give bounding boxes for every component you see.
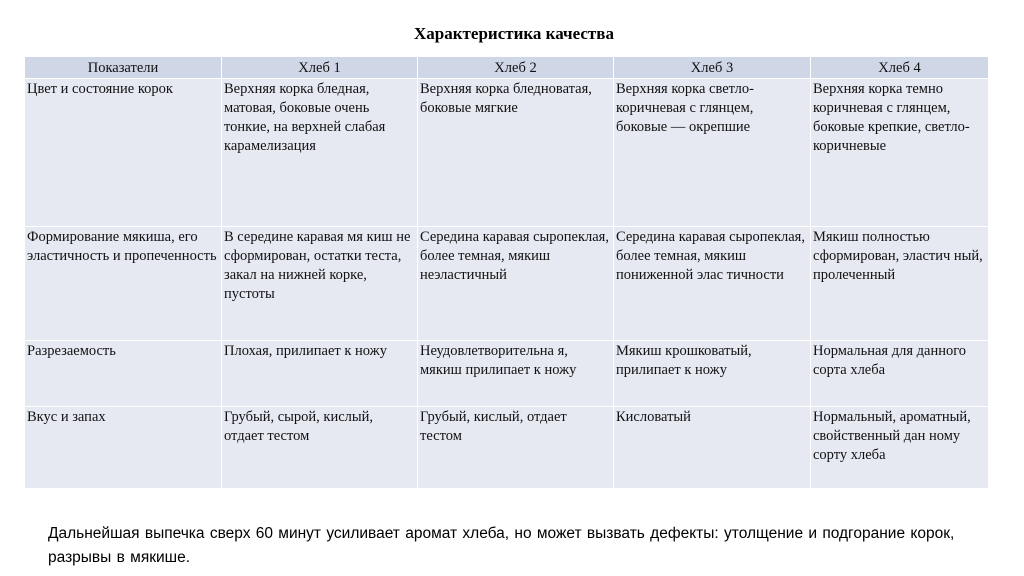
column-header: Показатели xyxy=(25,57,222,79)
table-cell: Середина каравая сыропеклая, более темная, мякиш неэластичный xyxy=(418,227,614,341)
column-header: Хлеб 3 xyxy=(614,57,811,79)
table-cell: Кисловатый xyxy=(614,407,811,489)
table-header-row xyxy=(25,57,989,79)
table-row xyxy=(25,79,989,227)
table-cell: Плохая, прилипает к ножу xyxy=(222,341,418,407)
table-cell: Цвет и состояние корок xyxy=(25,79,222,227)
table-cell: Нормальная для данного сорта хлеба xyxy=(811,341,989,407)
table-row xyxy=(25,227,989,341)
table-cell: Мякиш полностью сформирован, эластич ный, пролеченный xyxy=(811,227,989,341)
table-cell: Грубый, сырой, кислый, отдает тестом xyxy=(222,407,418,489)
column-header: Хлеб 4 xyxy=(811,57,989,79)
table-cell: Верхняя корка темно коричневая с глянцем, боковые крепкие, светло-коричневые xyxy=(811,79,989,227)
table-cell: Вкус и запах xyxy=(25,407,222,489)
table-cell: В середине каравая мя киш не сформирован, остатки теста, закал на нижней корке, пустоты xyxy=(222,227,418,341)
table-cell: Верхняя корка светло-коричневая с глянцем, боковые — окрепшие xyxy=(614,79,811,227)
table-row xyxy=(25,341,989,407)
page-title: Характеристика качества xyxy=(414,24,614,43)
table-cell: Середина каравая сыропеклая, более темная, мякиш пониженной элас тичности xyxy=(614,227,811,341)
column-header: Хлеб 2 xyxy=(418,57,614,79)
table-cell: Верхняя корка бледная, матовая, боковые очень тонкие, на верхней слабая карамелизация xyxy=(222,79,418,227)
table-cell: Формирование мякиша, его эластичность и пропеченность xyxy=(25,227,222,341)
table-cell: Неудовлетворительна я, мякиш прилипает к ножу xyxy=(418,341,614,407)
table-cell: Разрезаемость xyxy=(25,341,222,407)
footnote-text: Дальнейшая выпечка сверх 60 минут усиливает аромат хлеба, но может вызвать дефекты: утолщение и подгорание корок, разрывы в мякише. xyxy=(48,525,955,566)
table-cell: Нормальный, ароматный, свойственный дан ному сорту хлеба xyxy=(811,407,989,489)
table-cell: Верхняя корка бледноватая, боковые мягкие xyxy=(418,79,614,227)
quality-table xyxy=(24,56,989,489)
table-cell: Мякиш крошковатый, прилипает к ножу xyxy=(614,341,811,407)
table-cell: Грубый, кислый, отдает тестом xyxy=(418,407,614,489)
column-header: Хлеб 1 xyxy=(222,57,418,79)
table-row xyxy=(25,407,989,489)
